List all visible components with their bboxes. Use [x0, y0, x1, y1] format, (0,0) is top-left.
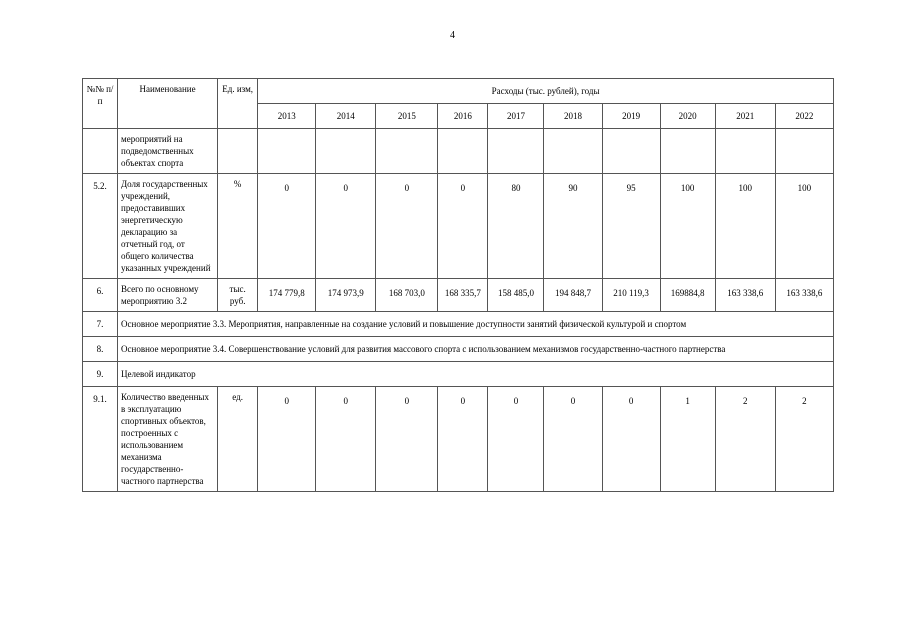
row-num: 7.: [83, 312, 118, 337]
value-cell: 0: [438, 174, 488, 279]
value-cell: 80: [488, 174, 544, 279]
row-num: 9.: [83, 362, 118, 387]
value-cell: 163 338,6: [715, 279, 775, 312]
value-cell: [660, 129, 715, 174]
value-cell: [715, 129, 775, 174]
row-num: 6.: [83, 279, 118, 312]
row-name: Количество введенных в эксплуатацию спортивных объектов, построенных с использованием механизма государственно-частного партнерства: [118, 387, 218, 492]
value-cell: 1: [660, 387, 715, 492]
row-unit: тыс. руб.: [218, 279, 258, 312]
value-cell: [376, 129, 438, 174]
value-cell: [258, 129, 316, 174]
row-unit: %: [218, 174, 258, 279]
value-cell: 210 119,3: [602, 279, 660, 312]
value-cell: 0: [376, 387, 438, 492]
row-unit: ед.: [218, 387, 258, 492]
header-name: Наименование: [118, 79, 218, 129]
section-row: [83, 337, 834, 362]
value-cell: 174 779,8: [258, 279, 316, 312]
value-cell: 0: [376, 174, 438, 279]
header-row: [83, 79, 834, 104]
section-title: Целевой индикатор: [118, 362, 834, 387]
header-num: №№ п/п: [83, 79, 118, 129]
value-cell: 163 338,6: [775, 279, 833, 312]
row-name: Всего по основному мероприятию 3.2: [118, 279, 218, 312]
value-cell: 95: [602, 174, 660, 279]
section-row: [83, 362, 834, 387]
value-cell: 0: [488, 387, 544, 492]
value-cell: 169884,8: [660, 279, 715, 312]
value-cell: 0: [316, 174, 376, 279]
value-cell: 0: [258, 174, 316, 279]
value-cell: 2: [715, 387, 775, 492]
expenses-table: [82, 78, 834, 492]
year-cell: 2013: [258, 104, 316, 129]
value-cell: 158 485,0: [488, 279, 544, 312]
header-expenses: Расходы (тыс. рублей), годы: [258, 79, 834, 104]
value-cell: 168 335,7: [438, 279, 488, 312]
value-cell: 90: [544, 174, 602, 279]
table-row: [83, 174, 834, 279]
year-cell: 2022: [775, 104, 833, 129]
section-title: Основное мероприятие 3.4. Совершенствование условий для развития массового спорта с использованием механизмов государственно-частного партнерства: [118, 337, 834, 362]
year-cell: 2020: [660, 104, 715, 129]
page-number: 4: [450, 30, 455, 41]
section-title: Основное мероприятие 3.3. Мероприятия, направленные на создание условий и повышение доступности занятий физической культурой и спортом: [118, 312, 834, 337]
table-row: [83, 387, 834, 492]
value-cell: 194 848,7: [544, 279, 602, 312]
row-name: Доля государственных учреждений, предоставивших энергетическую декларацию за отчетный год, от общего количества указанных учреждений: [118, 174, 218, 279]
value-cell: [775, 129, 833, 174]
header-unit: Ед. изм,: [218, 79, 258, 129]
year-cell: 2018: [544, 104, 602, 129]
value-cell: 0: [258, 387, 316, 492]
row-num: 8.: [83, 337, 118, 362]
year-cell: 2015: [376, 104, 438, 129]
value-cell: 100: [715, 174, 775, 279]
row-num: 5.2.: [83, 174, 118, 279]
value-cell: 0: [544, 387, 602, 492]
value-cell: 0: [602, 387, 660, 492]
year-cell: 2019: [602, 104, 660, 129]
row-num: 9.1.: [83, 387, 118, 492]
value-cell: 100: [775, 174, 833, 279]
year-cell: 2017: [488, 104, 544, 129]
row-unit: [218, 129, 258, 174]
row-name: мероприятий на подведомственных объектах спорта: [118, 129, 218, 174]
table-row: [83, 279, 834, 312]
value-cell: [544, 129, 602, 174]
row-num: [83, 129, 118, 174]
value-cell: 2: [775, 387, 833, 492]
value-cell: [602, 129, 660, 174]
year-cell: 2014: [316, 104, 376, 129]
value-cell: 0: [316, 387, 376, 492]
value-cell: 100: [660, 174, 715, 279]
year-cell: 2021: [715, 104, 775, 129]
value-cell: 0: [438, 387, 488, 492]
table-row: [83, 129, 834, 174]
value-cell: [488, 129, 544, 174]
value-cell: [316, 129, 376, 174]
value-cell: 168 703,0: [376, 279, 438, 312]
section-row: [83, 312, 834, 337]
value-cell: [438, 129, 488, 174]
value-cell: 174 973,9: [316, 279, 376, 312]
year-cell: 2016: [438, 104, 488, 129]
